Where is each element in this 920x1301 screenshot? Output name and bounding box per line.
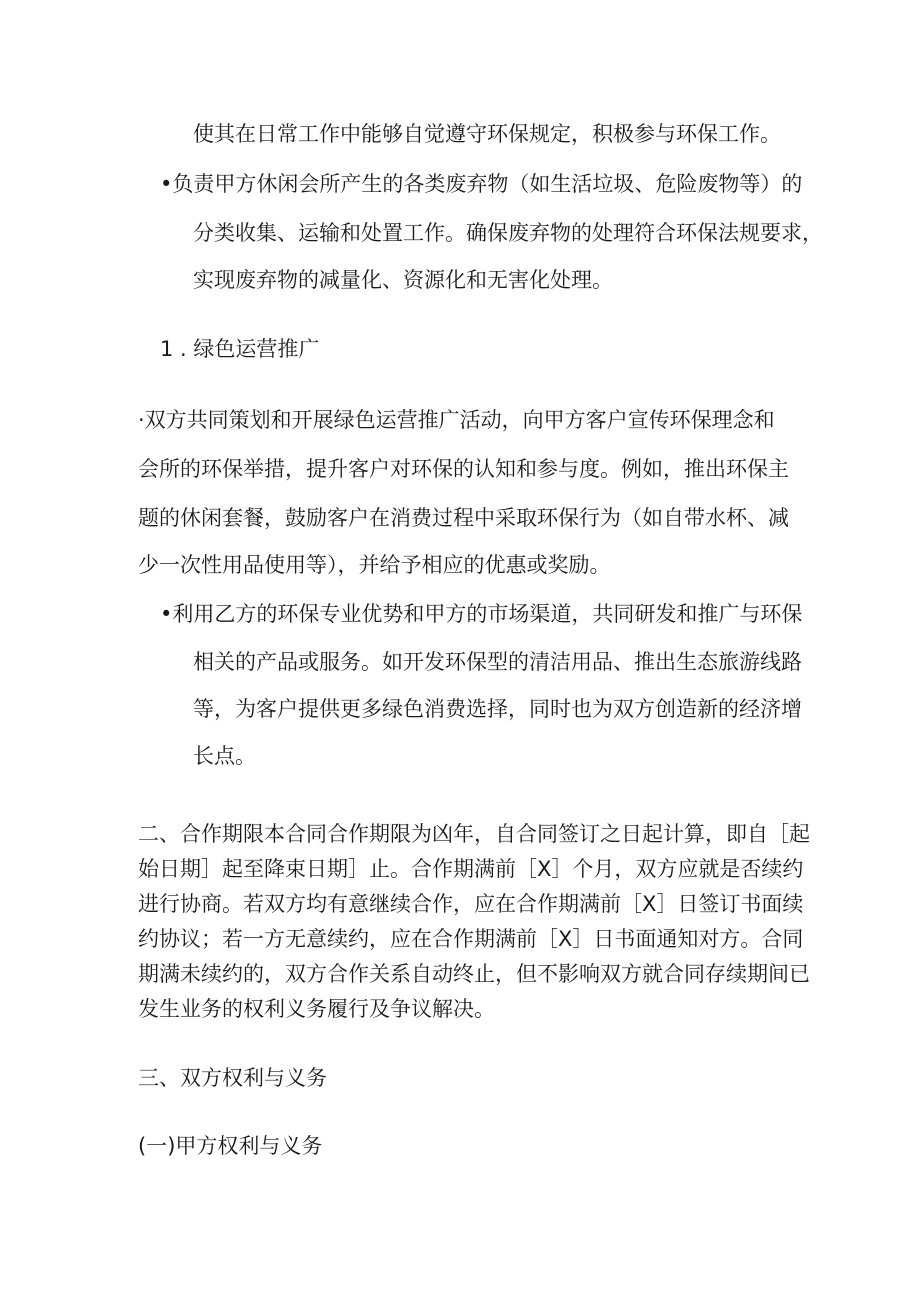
section-two-line-6: 发生业务的权利义务履行及争议解决。 [138, 997, 495, 1021]
bullet-promo-line-4: 少一次性用品使用等），并给予相应的优惠或奖励。 [138, 553, 611, 577]
bullet-promo-line-3: 题的休闲套餐，鼓励客户在消费过程中采取环保行为（如自带水杯、减 [138, 506, 789, 530]
section-two-line-4: 约协议；若一方无意续约，应在合作期满前［X］日书面通知对方。合同 [138, 927, 804, 951]
section-two-line-2: 始日期］起至降束日期］止。合作期满前［X］个月，双方应就是否续约 [138, 857, 804, 881]
bullet-promo-line-1: ·双方共同策划和开展绿色运营推广活动，向甲方客户宣传环保理念和 [138, 408, 775, 432]
bullet-products-line-3: 等，为客户提供更多绿色消费选择，同时也为双方创造新的经济增 [193, 697, 802, 721]
heading-green-operations: 1 . 绿色运营推广 [160, 337, 320, 361]
section-two-line-1: 二、合作期限本合同合作期限为凶年，自合同签订之日起计算，即自［起 [138, 822, 810, 846]
bullet-waste-line-1: •负责甲方休闲会所产生的各类废弃物（如生活垃圾、危险废物等）的 [160, 172, 803, 196]
section-two-line-5: 期满未续约的，双方合作关系自动终止，但不影响双方就合同存续期间已 [138, 962, 810, 986]
bullet-products-line-4: 长点。 [193, 744, 256, 768]
bullet-products-line-1: •利用乙方的环保专业优势和甲方的市场渠道，共同研发和推广与环保 [160, 602, 803, 626]
section-three-heading: 三、双方权利与义务 [138, 1066, 327, 1090]
bullet-promo-line-2: 会所的环保举措，提升客户对环保的认知和参与度。例如，推出环保主 [138, 457, 789, 481]
section-two-line-3: 进行协商。若双方均有意继续合作，应在合作期满前［X］日签订书面续 [138, 892, 804, 916]
bullet-waste-line-3: 实现废弃物的减量化、资源化和无害化处理。 [193, 268, 613, 292]
bullet-waste-line-2: 分类收集、运输和处置工作。确保废弃物的处理符合环保法规要求， [193, 221, 823, 245]
paragraph-line: 使其在日常工作中能够自觉遵守环保规定，积极参与环保工作。 [193, 122, 781, 146]
bullet-products-line-2: 相关的产品或服务。如开发环保型的清洁用品、推出生态旅游线路 [193, 650, 802, 674]
subsection-one-heading: (一)甲方权利与义务 [138, 1134, 323, 1158]
